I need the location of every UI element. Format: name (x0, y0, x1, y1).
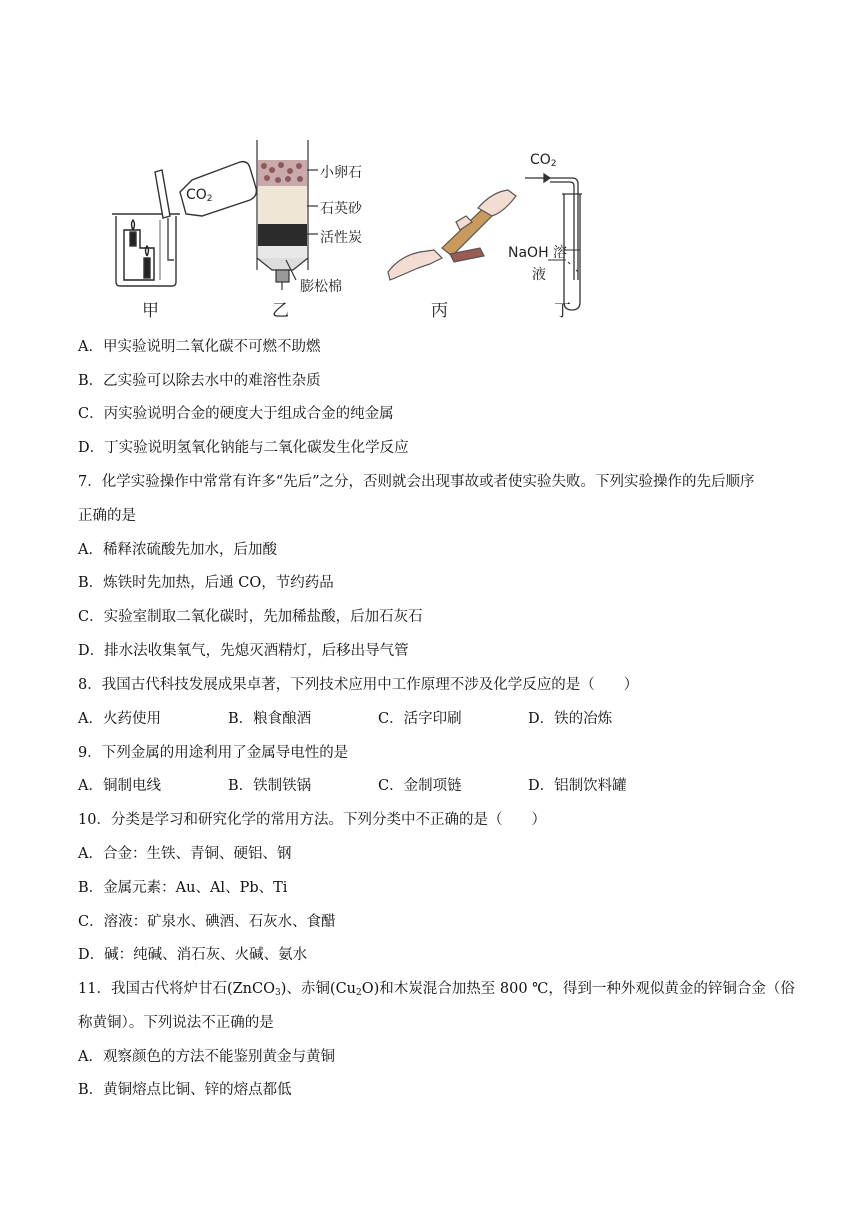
naoh-solution-label-1: NaOH 溶 (508, 245, 568, 261)
water-filter-drawing (257, 140, 318, 290)
figure-label-ding: 丁 (554, 301, 571, 321)
figure-label-bing: 丙 (431, 301, 448, 321)
filter-layer-pebbles: 小卵石 (320, 165, 362, 181)
q10-option-a: A．合金：生铁、青铜、硬铝、钢 (78, 846, 292, 862)
q6-option-a: A．甲实验说明二氧化碳不可燃不助燃 (78, 339, 321, 355)
q7-option-c: C．实验室制取二氧化碳时，先加稀盐酸，后加石灰石 (78, 609, 423, 625)
q9-option-a: A．铜制电线 (78, 778, 161, 794)
figure-label-yi: 乙 (272, 301, 289, 321)
experiment-drawings (100, 130, 800, 320)
q7-stem-line-1: 7．化学实验操作中常常有许多“先后”之分，否则就会出现事故或者使实验失败。下列实验操作的先后顺序 (78, 474, 755, 490)
hands-scratching-drawing (388, 190, 516, 280)
q10-option-c: C．溶液：矿泉水、碘酒、石灰水、食醋 (78, 914, 336, 930)
q8-option-d: D．铁的冶炼 (528, 711, 613, 727)
q8-stem: 8．我国古代科技发展成果卓著，下列技术应用中工作原理不涉及化学反应的是（ ） (78, 677, 639, 693)
co2-bottle-subscript: 2 (206, 194, 213, 204)
q11-option-b: B．黄铜熔点比铜、锌的熔点都低 (78, 1082, 292, 1098)
naoh-solution-label-2: 液 (532, 267, 546, 283)
beaker-candles-drawing (112, 214, 180, 286)
q11-subscript-2: 2 (356, 988, 362, 998)
q11-stem-line-2: 称黄铜）。下列说法不正确的是 (78, 1015, 274, 1031)
q10-stem: 10．分类是学习和研究化学的常用方法。下列分类中不正确的是（ ） (78, 812, 546, 828)
q11-stem-part-c: O)和木炭混合加热至 800 ℃，得到一种外观似黄金的锌铜合金（俗 (361, 981, 795, 997)
q9-stem: 9．下列金属的用途利用了金属导电性的是 (78, 745, 349, 761)
q10-option-b: B．金属元素：Au、Al、Pb、Ti (78, 880, 288, 896)
filter-layer-cotton: 膨松棉 (300, 279, 342, 295)
q11-option-a: A．观察颜色的方法不能鉴别黄金与黄铜 (78, 1049, 335, 1065)
co2-bottle-text: CO (186, 187, 207, 203)
q7-option-d: D．排水法收集氧气，先熄灭酒精灯，后移出导气管 (78, 643, 409, 659)
q8-option-b: B．粮食酿酒 (228, 711, 312, 727)
q6-option-d: D．丁实验说明氢氧化钠能与二氧化碳发生化学反应 (78, 440, 409, 456)
q9-option-b: B．铁制铁锅 (228, 778, 312, 794)
q10-option-d: D．碱：纯碱、消石灰、火碱、氨水 (78, 947, 308, 963)
ding-gas-subscript: 2 (550, 159, 557, 169)
q8-option-c: C．活字印刷 (378, 711, 462, 727)
q9-option-d: D．铝制饮料罐 (528, 778, 627, 794)
co2-bottle-label (186, 187, 213, 204)
figure-label-jia: 甲 (142, 301, 159, 321)
q11-stem-part-b: )、赤铜(Cu (280, 981, 356, 997)
q6-option-b: B．乙实验可以除去水中的难溶性杂质 (78, 373, 321, 389)
q11-stem-line-1 (78, 979, 795, 1003)
q6-option-c: C．丙实验说明合金的硬度大于组成合金的纯金属 (78, 406, 394, 422)
ding-gas-label (530, 152, 557, 169)
experiment-figure (100, 130, 800, 320)
q7-option-a: A．稀释浓硫酸先加水，后加酸 (78, 542, 277, 558)
q9-option-c: C．金制项链 (378, 778, 462, 794)
filter-layer-quartz-sand: 石英砂 (320, 201, 362, 217)
q11-subscript-3: 3 (275, 988, 281, 998)
q11-stem-part-a: 11．我国古代将炉甘石(ZnCO (78, 981, 276, 997)
q7-option-b: B．炼铁时先加热，后通 CO，节约药品 (78, 575, 334, 591)
q7-stem-line-2: 正确的是 (78, 508, 136, 524)
q8-option-a: A．火药使用 (78, 711, 161, 727)
ding-gas-text: CO (530, 152, 551, 168)
filter-layer-activated-carbon: 活性炭 (320, 230, 362, 246)
